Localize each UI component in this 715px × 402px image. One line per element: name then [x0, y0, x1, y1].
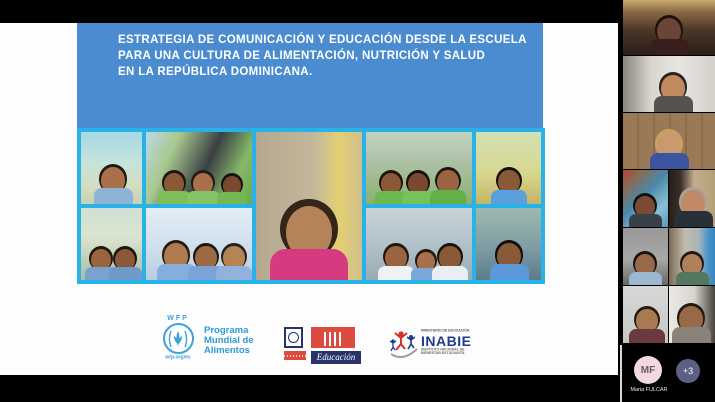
wfp-name-line: Mundial de — [204, 335, 254, 346]
participant-video-8[interactable] — [623, 286, 668, 343]
photo-girl-classroom — [476, 132, 541, 204]
jumping-figures-icon — [388, 328, 419, 363]
participant-overflow-area — [623, 343, 715, 402]
inabie-wordmark: INABIE — [421, 333, 472, 349]
slide-title-line: EN LA REPÚBLICA DOMINICANA. — [118, 66, 313, 78]
inabie-text-block — [421, 329, 497, 365]
person-silhouette — [672, 303, 711, 343]
wfp-name-line: Alimentos — [204, 345, 250, 356]
photo-girl-pink-jacket — [256, 132, 362, 280]
photo-kids-green-uniforms — [146, 132, 252, 204]
person-silhouette — [109, 246, 142, 280]
participant-name-label: Maria FULCAR — [630, 387, 668, 393]
person-silhouette — [676, 251, 709, 285]
wfp-name-line: Programa — [204, 325, 249, 336]
wfp-url: wfp.org/es — [165, 355, 191, 361]
photo-kids-green-crowd — [366, 132, 472, 204]
inabie-logo — [388, 328, 498, 368]
person-silhouette — [674, 187, 713, 227]
photo-boy-computer-lab — [476, 208, 541, 280]
seal-banner — [284, 351, 306, 360]
person-silhouette — [378, 243, 414, 280]
participant-video-1[interactable] — [623, 0, 715, 55]
palace-icon — [311, 327, 355, 348]
person-silhouette — [430, 167, 466, 204]
person-silhouette — [270, 199, 348, 280]
shared-slide — [0, 23, 618, 375]
person-silhouette — [187, 170, 220, 204]
photo-three-girls-blue — [146, 208, 252, 280]
strip-scrollbar[interactable] — [620, 345, 622, 402]
person-silhouette — [650, 129, 689, 169]
person-silhouette — [490, 240, 529, 280]
wfp-name — [204, 326, 254, 356]
ministry-education-logo — [284, 326, 362, 368]
education-wordmark: Educación — [311, 351, 361, 364]
person-silhouette — [216, 243, 252, 280]
slide-title-line: PARA UNA CULTURA DE ALIMENTACIÓN, NUTRICIÓN Y SALUD — [118, 50, 486, 62]
initials-text: MF — [640, 364, 656, 376]
person-silhouette — [629, 251, 662, 285]
national-seal-icon — [284, 327, 303, 348]
inabie-subtitle-line: INSTITUTO NACIONAL DE — [421, 348, 465, 352]
inabie-subtitle-line: BIENESTAR ESTUDIANTIL — [421, 351, 466, 355]
wfp-hand-grain-icon — [167, 328, 189, 350]
photo-girls-blue-uniforms — [81, 208, 142, 280]
participant-strip — [623, 0, 715, 402]
person-silhouette — [217, 173, 247, 204]
wfp-logo — [156, 315, 266, 371]
person-silhouette — [629, 193, 662, 227]
wfp-emblem-icon — [156, 315, 200, 362]
person-silhouette — [654, 72, 693, 112]
photo-boy-beach — [81, 132, 142, 204]
participant-video-5[interactable] — [669, 170, 715, 227]
participant-initials-badge[interactable] — [634, 356, 662, 384]
participant-video-4[interactable] — [623, 170, 668, 227]
person-silhouette — [650, 15, 689, 55]
participant-video-2[interactable] — [623, 56, 715, 112]
participant-video-9[interactable] — [669, 286, 715, 343]
overflow-count-text: +3 — [682, 366, 694, 376]
person-silhouette — [491, 167, 527, 204]
participant-video-6[interactable] — [623, 228, 668, 285]
photo-collage — [77, 128, 545, 284]
wfp-circle-icon — [163, 323, 194, 354]
person-silhouette — [94, 164, 133, 204]
inabie-subtitle — [421, 348, 465, 355]
participant-video-7[interactable] — [669, 228, 715, 285]
photo-students-white-shirts — [366, 208, 472, 280]
person-silhouette — [629, 306, 665, 343]
wfp-wordmark: WFP — [167, 315, 189, 322]
more-participants-badge[interactable] — [676, 359, 700, 383]
person-silhouette — [432, 243, 468, 280]
slide-title-line: ESTRATEGIA DE COMUNICACIÓN Y EDUCACIÓN DESDE LA ESCUELA — [118, 34, 527, 46]
inabie-ministry-line: MINISTERIO DE EDUCACIÓN — [421, 329, 470, 333]
slide-title-panel — [77, 23, 543, 128]
participant-video-3[interactable] — [623, 113, 715, 169]
